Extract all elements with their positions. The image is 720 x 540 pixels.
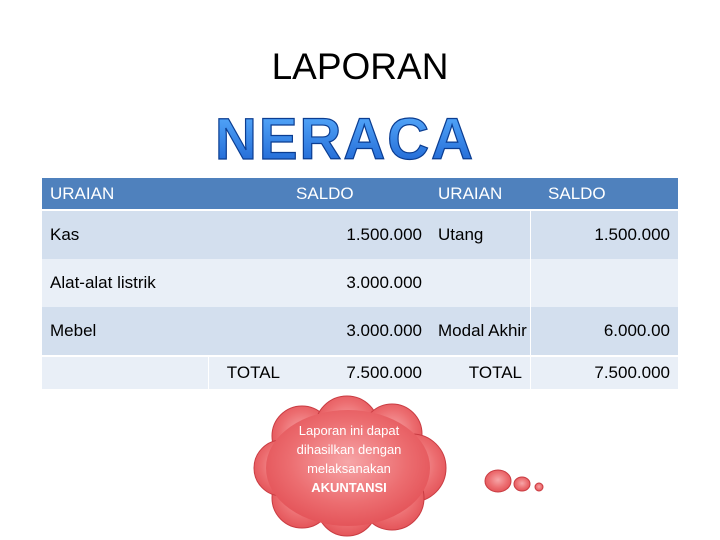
callout-line: melaksanakan <box>307 461 391 476</box>
row-right-value: 1.500.000 <box>530 211 678 259</box>
row-right-value <box>530 259 678 307</box>
row-left-label: Kas <box>42 211 288 259</box>
subtitle-text: NERACA <box>214 107 476 172</box>
subtitle-neraca <box>214 104 476 172</box>
row-left-value: 1.500.000 <box>288 211 430 259</box>
table-row <box>42 211 678 259</box>
total-right-label: TOTAL <box>430 355 530 389</box>
page-title: LAPORAN <box>271 46 449 87</box>
header-uraian-left: URAIAN <box>42 178 288 211</box>
header-uraian-right: URAIAN <box>430 178 530 211</box>
row-right-label: Utang <box>430 211 530 259</box>
callout-text <box>274 421 424 497</box>
callout-line: dihasilkan dengan <box>296 442 402 457</box>
header-saldo-right: SALDO <box>530 178 678 211</box>
table-row <box>42 259 678 307</box>
table-total-row <box>42 355 678 389</box>
row-right-label <box>430 259 530 307</box>
row-left-value: 3.000.000 <box>288 307 430 355</box>
row-left-value: 3.000.000 <box>288 259 430 307</box>
total-left-value: 7.500.000 <box>288 355 430 389</box>
row-left-label: Alat-alat listrik <box>42 259 288 307</box>
total-blank-cell <box>42 355 208 389</box>
row-right-label: Modal Akhir <box>430 307 530 355</box>
header-saldo-left: SALDO <box>288 178 430 211</box>
row-left-label: Mebel <box>42 307 288 355</box>
table-row <box>42 307 678 355</box>
callout-line-bold: AKUNTANSI <box>311 480 387 495</box>
balance-sheet-table <box>42 178 678 389</box>
total-right-value: 7.500.000 <box>530 355 678 389</box>
row-right-value: 6.000.00 <box>530 307 678 355</box>
callout-line: Laporan ini dapat <box>298 423 400 438</box>
total-left-label: TOTAL <box>208 355 288 389</box>
table-header-row <box>42 178 678 211</box>
callout-cloud <box>252 398 552 538</box>
